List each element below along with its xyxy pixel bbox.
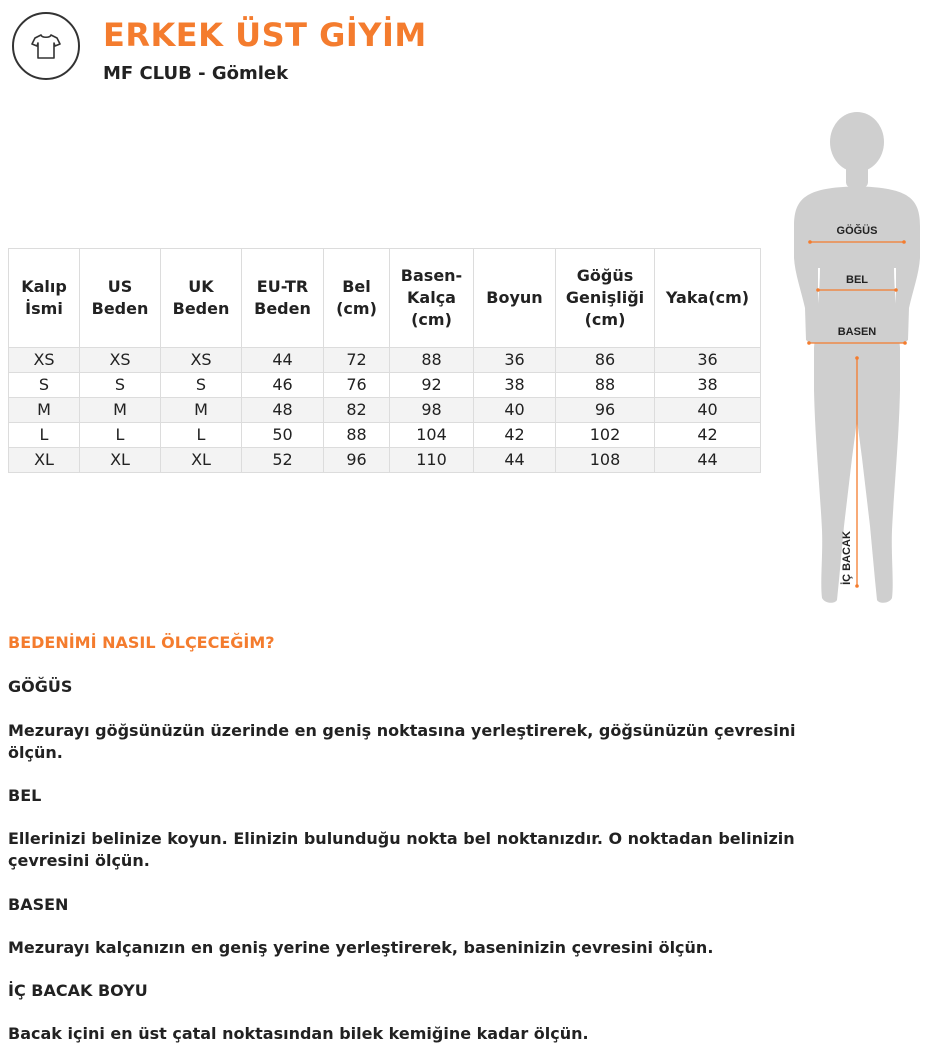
table-cell: S — [9, 373, 80, 398]
measure-guide — [8, 632, 798, 1045]
table-cell: 38 — [655, 373, 761, 398]
guide-title: BEDENİMİ NASIL ÖLÇECEĞİM? — [8, 633, 275, 652]
table-cell: 76 — [324, 373, 390, 398]
table-cell: 38 — [474, 373, 556, 398]
column-header-text: Kalıp — [21, 277, 67, 296]
table-cell: XL — [161, 448, 242, 473]
column-header-text: (cm) — [411, 310, 452, 329]
table-cell: 104 — [390, 423, 474, 448]
guide-text-chest: Mezurayı göğsünüzün üzerinde en geniş noktasına yerleştirerek, göğsünüzün çevresini ölçün. — [8, 721, 796, 762]
column-header — [655, 249, 761, 348]
table-row — [9, 348, 761, 373]
table-cell: M — [161, 398, 242, 423]
table-cell: 44 — [474, 448, 556, 473]
table-cell: 88 — [556, 373, 655, 398]
table-cell: XS — [80, 348, 161, 373]
table-cell: L — [161, 423, 242, 448]
table-cell: 48 — [242, 398, 324, 423]
table-cell: XL — [80, 448, 161, 473]
guide-text-hip: Mezurayı kalçanızın en geniş yerine yerleştirerek, baseninizin çevresini ölçün. — [8, 938, 714, 957]
table-cell: 52 — [242, 448, 324, 473]
table-cell: 98 — [390, 398, 474, 423]
inseam-label: İÇ BACAK — [841, 531, 853, 585]
waist-label: BEL — [846, 274, 868, 286]
column-header-text: Kalça — [407, 288, 456, 307]
column-header — [161, 249, 242, 348]
table-cell: 92 — [390, 373, 474, 398]
size-table — [8, 248, 761, 473]
table-cell: 36 — [474, 348, 556, 373]
page-title: ERKEK ÜST GİYİM — [103, 16, 427, 54]
table-cell: XS — [9, 348, 80, 373]
column-header-text: Beden — [254, 299, 311, 318]
product-subtitle: MF CLUB - Gömlek — [103, 63, 289, 84]
table-cell: 44 — [242, 348, 324, 373]
column-header-text: Beden — [172, 299, 230, 318]
column-header-text: İsmi — [25, 299, 63, 318]
table-cell: L — [9, 423, 80, 448]
table-cell: S — [80, 373, 161, 398]
column-header — [80, 249, 161, 348]
hip-label: BASEN — [837, 326, 877, 338]
chest-label: GÖĞÜS — [836, 225, 878, 237]
column-header — [324, 249, 390, 348]
table-cell: 42 — [474, 423, 556, 448]
shirt-icon — [12, 12, 80, 80]
table-cell: 96 — [324, 448, 390, 473]
column-header-text: Boyun — [486, 288, 543, 307]
column-header-text: (cm) — [336, 299, 377, 318]
table-cell: 96 — [556, 398, 655, 423]
table-cell: 50 — [242, 423, 324, 448]
column-header-text: Genişliği — [565, 288, 645, 307]
body-measurement-figure — [770, 108, 945, 608]
table-cell: 102 — [556, 423, 655, 448]
table-body — [9, 348, 761, 473]
column-header — [390, 249, 474, 348]
column-header-text: Yaka(cm) — [665, 288, 750, 307]
table-cell: 108 — [556, 448, 655, 473]
table-cell: M — [80, 398, 161, 423]
table-row — [9, 448, 761, 473]
guide-heading-chest: GÖĞÜS — [8, 677, 73, 696]
table-cell: 82 — [324, 398, 390, 423]
column-header — [9, 249, 80, 348]
guide-heading-inseam: İÇ BACAK BOYU — [8, 981, 148, 1000]
column-header-text: EU-TR — [256, 277, 309, 296]
table-cell: 36 — [655, 348, 761, 373]
column-header-text: US — [107, 277, 133, 296]
guide-text-waist: Ellerinizi belinize koyun. Elinizin bulunduğu nokta bel noktanızdır. O noktadan belinizin çevresini ölçün. — [8, 829, 795, 870]
guide-heading-waist: BEL — [8, 786, 42, 805]
table-cell: 42 — [655, 423, 761, 448]
table-cell: 40 — [655, 398, 761, 423]
column-header-text: Beden — [91, 299, 149, 318]
header — [12, 12, 612, 86]
column-header-text: Göğüs — [576, 266, 634, 285]
column-header — [242, 249, 324, 348]
table-row — [9, 423, 761, 448]
guide-text-inseam: Bacak içini en üst çatal noktasından bilek kemiğine kadar ölçün. — [8, 1024, 589, 1043]
table-cell: 72 — [324, 348, 390, 373]
table-row — [9, 373, 761, 398]
table-cell: S — [161, 373, 242, 398]
table-cell: XL — [9, 448, 80, 473]
header-row — [9, 249, 761, 348]
column-header — [556, 249, 655, 348]
table-cell: 46 — [242, 373, 324, 398]
column-header-text: (cm) — [584, 310, 626, 329]
table-cell: 88 — [324, 423, 390, 448]
table-cell: 88 — [390, 348, 474, 373]
table-header — [9, 249, 761, 348]
guide-heading-hip: BASEN — [8, 895, 69, 914]
column-header — [474, 249, 556, 348]
table-row — [9, 398, 761, 423]
table-cell: M — [9, 398, 80, 423]
column-header-text: Bel — [342, 277, 371, 296]
table-cell: L — [80, 423, 161, 448]
table-cell: 110 — [390, 448, 474, 473]
table-cell: 86 — [556, 348, 655, 373]
column-header-text: Basen- — [400, 266, 463, 285]
table-cell: 40 — [474, 398, 556, 423]
table-cell: XS — [161, 348, 242, 373]
table-cell: 44 — [655, 448, 761, 473]
column-header-text: UK — [188, 277, 214, 296]
